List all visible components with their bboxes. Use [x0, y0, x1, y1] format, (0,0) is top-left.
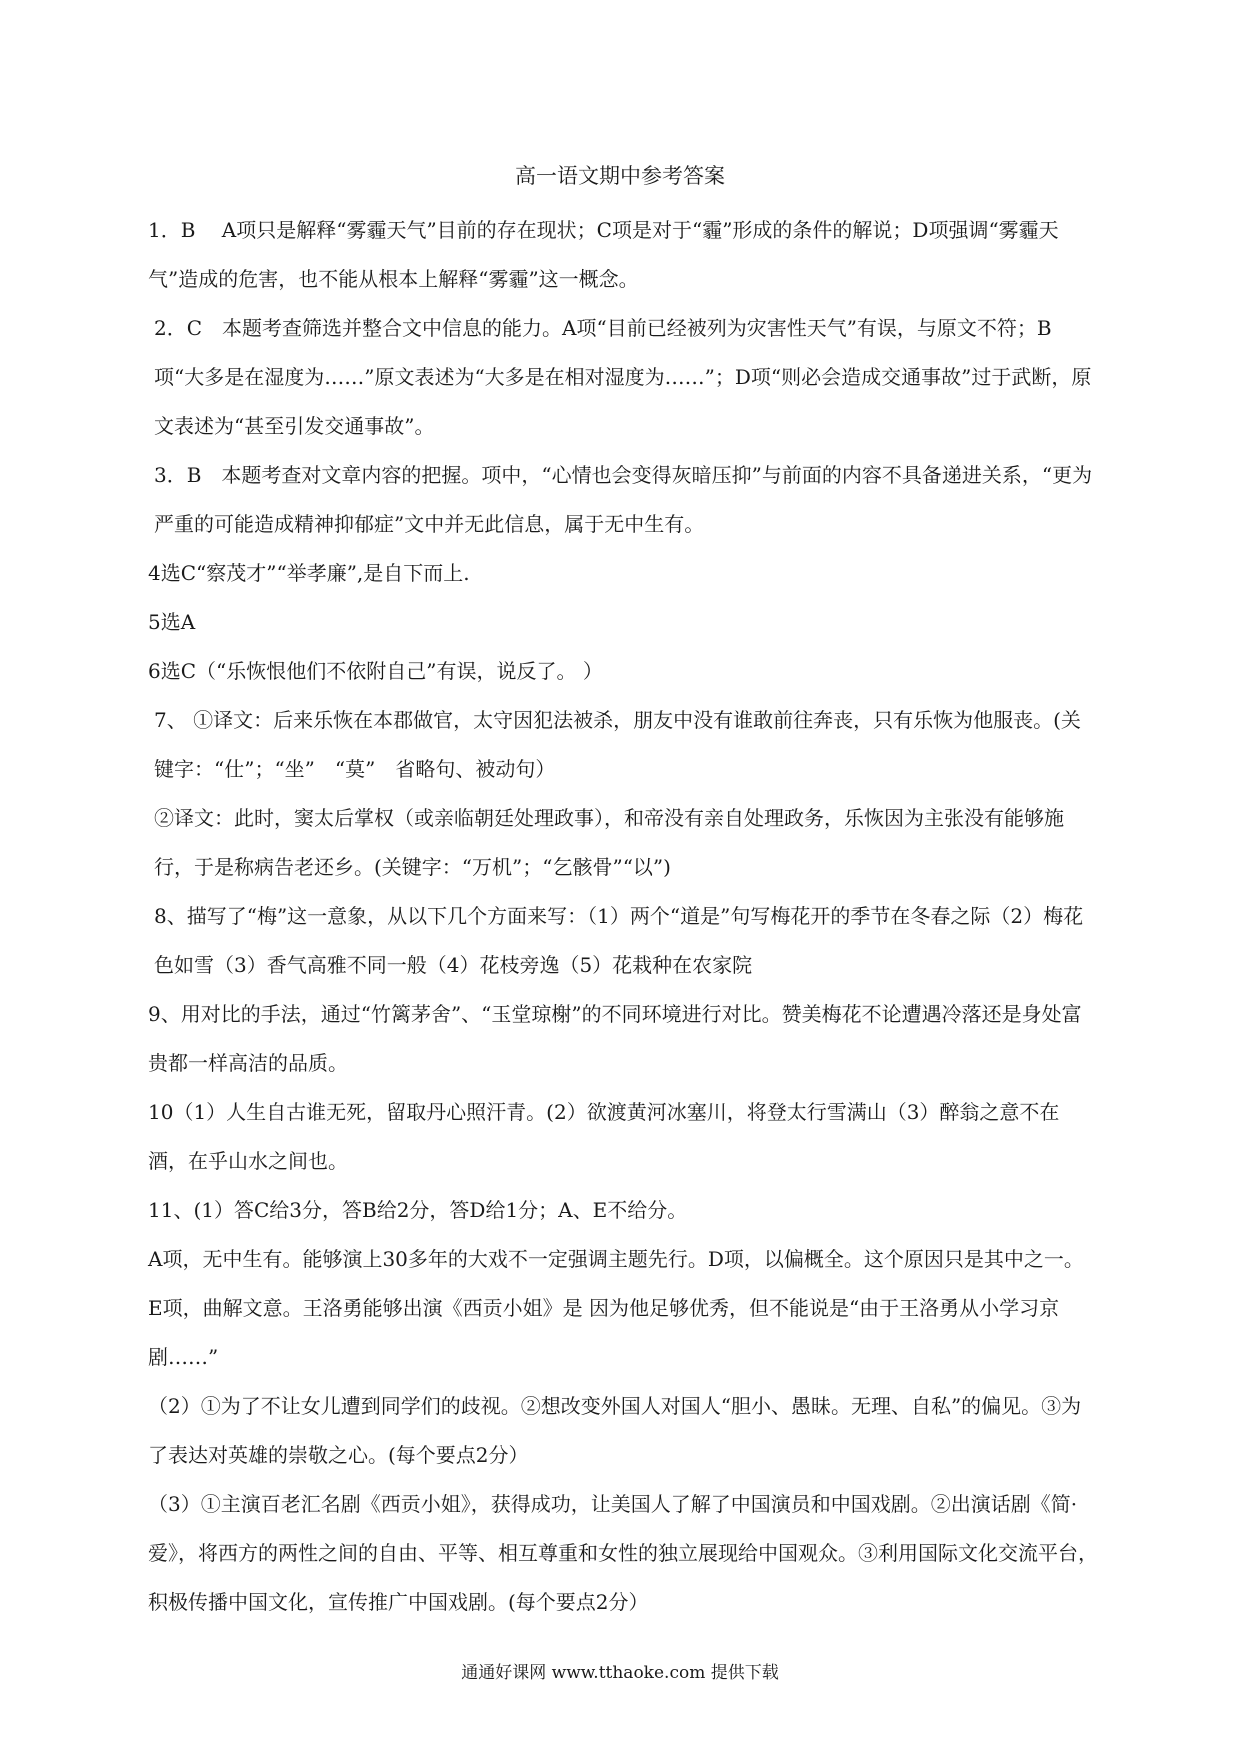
- answer-11-part-3: （3）①主演百老汇名剧《西贡小姐》，获得成功，让美国人了解了中国演员和中国戏剧。②出演话剧《简·爱》，将西方的两性之间的自由、平等、相互尊重和女性的独立展现给中国观众。③利用国际文化交流平台，积极传播中国文化，宣传推广中国戏剧。(每个要点2分）: [148, 1492, 1098, 1614]
- answer-3: 3．B 本题考查对文章内容的把握。项中，“心情也会变得灰暗压抑”与前面的内容不具备递进关系，“更为严重的可能造成精神抑郁症”文中并无此信息，属于无中生有。: [154, 463, 1093, 536]
- answer-2: 2．C 本题考查筛选并整合文中信息的能力。A项“目前已经被列为灾害性天气”有误，与原文不符；B项“大多是在湿度为……”原文表述为“大多是在相对湿度为……”；D项“则必会造成交通事故”过于武断，原文表述为“甚至引发交通事故”。: [154, 316, 1092, 438]
- page-title: 高一语文期中参考答案: [515, 164, 725, 188]
- answer-4: 4选C“察茂才”“举孝廉”,是自下而上.: [148, 561, 470, 585]
- answer-10: 10（1）人生自古谁无死，留取丹心照汗青。(2）欲渡黄河冰塞川，将登太行雪满山（3）醉翁之意不在酒，在乎山水之间也。: [148, 1100, 1060, 1173]
- answer-1: 1．B A项只是解释“雾霾天气”目前的存在现状；C项是对于“霾”形成的条件的解说；D项强调“雾霾天气”造成的危害，也不能从根本上解释“雾霾”这一概念。: [148, 218, 1059, 291]
- answer-11-part-1: 11、(1）答C给3分，答B给2分，答D给1分；A、E不给分。: [148, 1198, 688, 1222]
- footer-source: 通通好课网 www.tthaoke.com 提供下载: [461, 1663, 779, 1683]
- answer-7-part-2: ②译文：此时，窦太后掌权（或亲临朝廷处理政事），和帝没有亲自处理政务，乐恢因为主张没有能够施行，于是称病告老还乡。(关键字：“万机”；“乞骸骨”“以”): [154, 806, 1064, 879]
- answer-8: 8、描写了“梅”这一意象，从以下几个方面来写：（1）两个“道是”句写梅花开的季节在冬春之际（2）梅花色如雪（3）香气高雅不同一般（4）花枝旁逸（5）花栽种在农家院: [154, 904, 1084, 977]
- answer-6: 6选C（“乐恢恨他们不依附自己”有误，说反了。 ）: [148, 659, 603, 683]
- answer-7-part-1: 7、 ①译文：后来乐恢在本郡做官，太守因犯法被杀，朋友中没有谁敢前往奔丧，只有乐恢为他服丧。(关键字：“仕”；“坐” “莫” 省略句、被动句）: [154, 708, 1081, 781]
- answer-9: 9、用对比的手法，通过“竹篱茅舍”、“玉堂琼榭”的不同环境进行对比。赞美梅花不论遭遇冷落还是身处富贵都一样高洁的品质。: [148, 1002, 1082, 1075]
- answer-11-analysis: A项，无中生有。能够演上30多年的大戏不一定强调主题先行。D项，以偏概全。这个原因只是其中之一。E项，曲解文意。王洛勇能够出演《西贡小姐》是 因为他足够优秀，但不能说是“由于王洛勇从小学习京剧……”: [148, 1247, 1084, 1369]
- answer-5: 5选A: [148, 610, 196, 634]
- answer-list: [148, 206, 1098, 1627]
- answer-11-part-2: （2）①为了不让女儿遭到同学们的歧视。②想改变外国人对国人“胆小、愚昧。无理、自私”的偏见。③为了表达对英雄的崇敬之心。(每个要点2分）: [148, 1394, 1082, 1467]
